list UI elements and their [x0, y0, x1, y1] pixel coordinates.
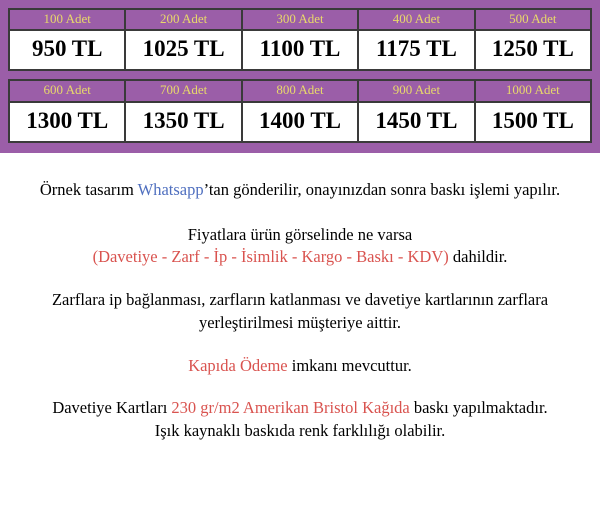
price-value: 1250 TL [476, 31, 590, 69]
notes-section [0, 153, 600, 443]
note-text: imkanı mevcuttur. [287, 355, 412, 375]
price-value: 1025 TL [126, 31, 240, 69]
quantity-label: 800 Adet [243, 81, 357, 102]
quantity-label: 400 Adet [359, 10, 473, 31]
price-column [476, 10, 590, 69]
quantity-label: 100 Adet [10, 10, 124, 31]
price-value: 950 TL [10, 31, 124, 69]
price-value: 1500 TL [476, 103, 590, 141]
note-text: Zarflara ip bağlanması, zarfların katlanması ve davetiye kartlarının zarflara [51, 290, 549, 310]
price-column [359, 10, 475, 69]
note-included-items [10, 224, 590, 270]
quantity-label: 500 Adet [476, 10, 590, 31]
note-text: baskı yapılmaktadır. [409, 398, 548, 418]
pricing-table-panel [0, 0, 600, 153]
quantity-label: 300 Adet [243, 10, 357, 31]
price-column [243, 10, 359, 69]
note-highlight-paper: 230 gr/m2 Amerikan Bristol Kağıda [171, 398, 410, 418]
note-text: Fiyatlara ürün görselinde ne varsa [187, 224, 413, 244]
price-column [10, 81, 126, 140]
table-row [8, 8, 592, 71]
price-value: 1175 TL [359, 31, 473, 69]
price-value: 1100 TL [243, 31, 357, 69]
note-text: Işık kaynaklı baskıda renk farklılığı olabilir. [154, 421, 446, 441]
note-whatsapp [10, 179, 590, 202]
quantity-label: 600 Adet [10, 81, 124, 102]
note-text: ’tan gönderilir, onayınızdan sonra baskı işlemi yapılır. [203, 179, 561, 199]
note-highlight-payment: Kapıda Ödeme [188, 355, 288, 375]
price-value: 1450 TL [359, 103, 473, 141]
quantity-label: 200 Adet [126, 10, 240, 31]
note-customer-responsibility [10, 289, 590, 335]
quantity-label: 700 Adet [126, 81, 240, 102]
note-text: dahildir. [448, 247, 508, 267]
price-column [476, 81, 590, 140]
price-column [126, 81, 242, 140]
quantity-label: 900 Adet [359, 81, 473, 102]
price-value: 1400 TL [243, 103, 357, 141]
note-highlight-included: (Davetiye - Zarf - İp - İsimlik - Kargo - Baskı - KDV) [92, 247, 449, 267]
price-column [359, 81, 475, 140]
price-column [10, 10, 126, 69]
note-text: Davetiye Kartları [52, 398, 172, 418]
quantity-label: 1000 Adet [476, 81, 590, 102]
note-text: yerleştirilmesi müşteriye aittir. [198, 312, 402, 332]
table-row [8, 79, 592, 142]
note-text: Örnek tasarım [39, 179, 138, 199]
note-highlight-whatsapp: Whatsapp [137, 179, 204, 199]
price-value: 1350 TL [126, 103, 240, 141]
price-value: 1300 TL [10, 103, 124, 141]
note-paper-quality [10, 397, 590, 443]
note-payment-on-delivery [10, 355, 590, 378]
price-column [243, 81, 359, 140]
price-column [126, 10, 242, 69]
